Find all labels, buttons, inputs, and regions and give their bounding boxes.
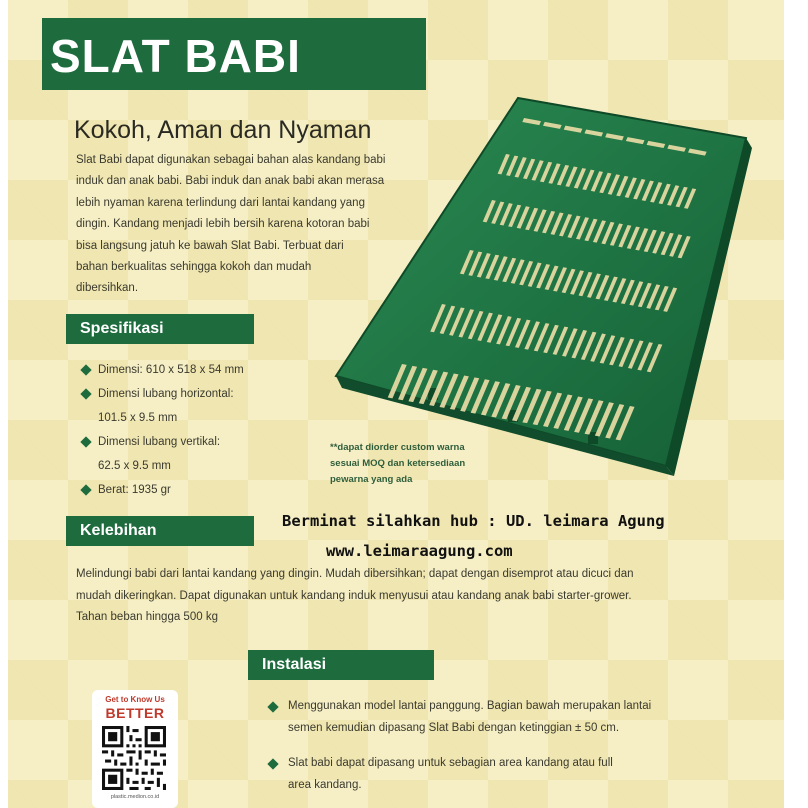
intro-line: dibersihkan.: [76, 282, 139, 295]
spec-item-text: Berat: 1935 gr: [98, 484, 171, 496]
product-image: [328, 92, 768, 492]
qr-caption-small: Get to Know Us: [105, 695, 165, 704]
installation-item-subtext: area kandang.: [288, 778, 362, 791]
spec-item-subtext: 101.5 x 9.5 mm: [98, 412, 178, 424]
note-line: **dapat diorder custom warna: [330, 442, 465, 453]
installation-item: [266, 696, 736, 739]
diamond-bullet-icon: [80, 364, 91, 375]
spec-item: [80, 358, 290, 382]
qr-caption-big: BETTER: [105, 705, 165, 721]
advantages-line: mudah dikeringkan. Dapat digunakan untuk kandang induk menyusui atau kandang anak babi starter-grower.: [76, 589, 632, 602]
installation-item-text: Menggunakan model lantai panggung. Bagian bawah merupakan lantai: [288, 700, 652, 712]
spec-item-text: Dimensi lubang horizontal:: [98, 388, 234, 400]
diamond-bullet-icon: [267, 759, 278, 770]
spec-item: [80, 478, 290, 502]
advantages-paragraph: [76, 564, 766, 629]
advantages-heading: Kelebihan: [80, 522, 157, 539]
spec-list: [80, 358, 290, 502]
spec-item-subtext: 62.5 x 9.5 mm: [98, 460, 171, 472]
qr-url[interactable]: plastic.medion.co.id: [110, 794, 160, 800]
note-line: sesuai MOQ dan ketersediaan: [330, 458, 466, 469]
advantages-line: Melindungi babi dari lantai kandang yang dingin. Mudah dibersihkan; dapat dengan disemprot atau dicuci dan: [76, 568, 634, 580]
spec-item-text: Dimensi: 610 x 518 x 54 mm: [98, 364, 244, 376]
diamond-bullet-icon: [267, 701, 278, 712]
custom-color-note: [330, 440, 520, 488]
installation-list: [266, 696, 736, 808]
contact-website: www.leimaraagung.com: [326, 542, 513, 560]
page-title: SLAT BABI: [50, 30, 301, 82]
intro-line: induk dan anak babi. Babi induk dan anak babi akan merasa: [76, 175, 385, 188]
spec-item: [80, 430, 290, 478]
intro-line: dingin. Kandang menjadi lebih bersih karena kotoran babi: [76, 218, 370, 231]
installation-item-text: Slat babi dapat dipasang untuk sebagian area kandang atau full: [288, 757, 613, 770]
flyer-page: [8, 0, 784, 808]
intro-line: Slat Babi dapat digunakan sebagai bahan alas kandang babi: [76, 154, 386, 166]
slat-panel-icon: [328, 92, 768, 492]
qr-code-icon[interactable]: [102, 726, 166, 790]
diamond-bullet-icon: [80, 388, 91, 399]
spec-item-text: Dimensi lubang vertikal:: [98, 436, 221, 448]
advantages-line: Tahan beban hingga 500 kg: [76, 611, 218, 624]
intro-line: bahan berkualitas sehingga kokoh dan mudah: [76, 261, 312, 274]
contact-line: Berminat silahkan hub : UD. leimara Agung: [282, 512, 665, 530]
intro-line: bisa langsung jatuh ke bawah Slat Babi. Terbuat dari: [76, 239, 344, 252]
qr-card[interactable]: [92, 690, 178, 808]
diamond-bullet-icon: [80, 484, 91, 495]
tagline: Kokoh, Aman dan Nyaman: [74, 116, 372, 144]
installation-heading: Instalasi: [262, 656, 327, 673]
installation-item: [266, 753, 736, 796]
intro-line: lebih nyaman karena terlindung dari lantai kandang yang: [76, 196, 365, 209]
installation-item-subtext: semen kemudian dipasang Slat Babi dengan ketinggian ± 50 cm.: [288, 721, 620, 734]
spec-heading: Spesifikasi: [80, 320, 164, 337]
spec-item: [80, 382, 290, 430]
note-line: pewarna yang ada: [330, 474, 413, 485]
diamond-bullet-icon: [80, 436, 91, 447]
